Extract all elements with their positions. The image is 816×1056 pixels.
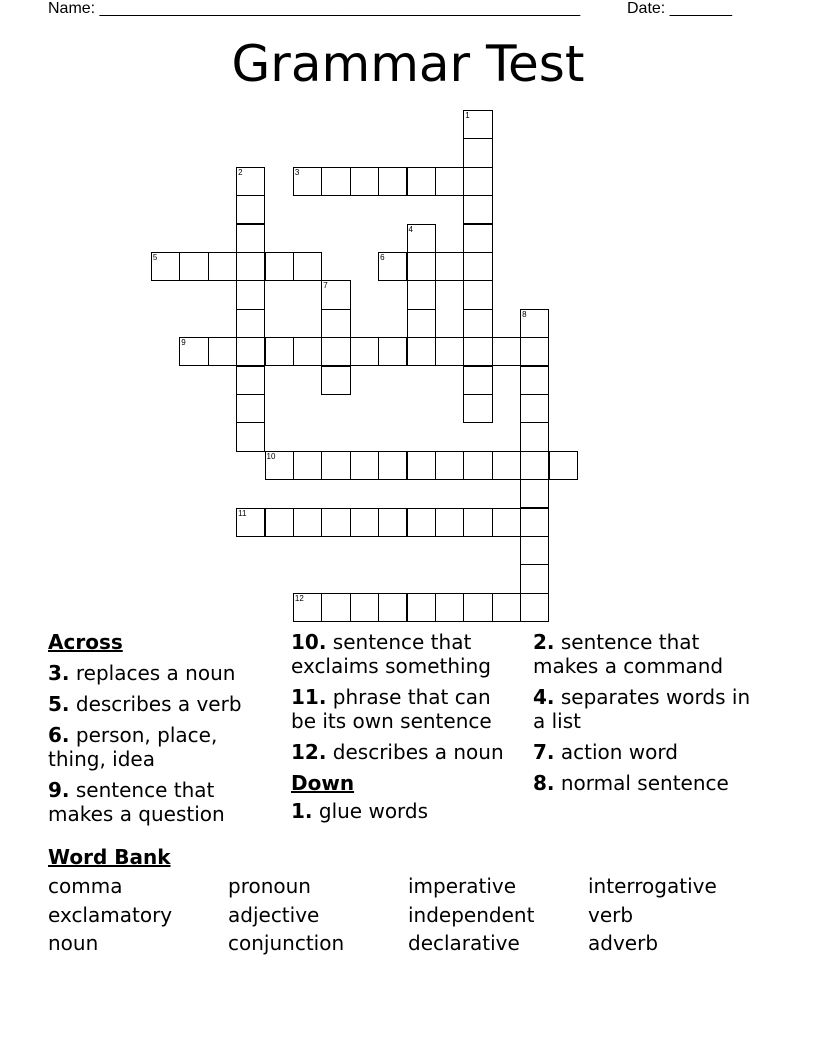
clue-down-1: 1. glue words (291, 799, 429, 823)
word-bank-item: exclamatory (48, 903, 173, 927)
crossword-cell[interactable] (236, 394, 265, 423)
crossword-cell[interactable] (463, 195, 492, 224)
crossword-cell[interactable] (463, 593, 492, 622)
crossword-cell[interactable] (236, 508, 265, 537)
crossword-cell[interactable] (435, 593, 464, 622)
clue-column-1 (48, 630, 273, 833)
crossword-cell[interactable] (463, 138, 492, 167)
crossword-cell[interactable] (208, 337, 237, 366)
clue-across-10: 10. sentence that exclaims something (291, 630, 491, 678)
crossword-cell[interactable] (236, 167, 265, 196)
crossword-cell[interactable] (321, 508, 350, 537)
clue-across-9: 9. sentence that makes a question (48, 778, 225, 826)
clue-across-11: 11. phrase that can be its own sentence (291, 685, 492, 733)
crossword-cell[interactable] (265, 337, 294, 366)
crossword-cell[interactable] (520, 508, 549, 537)
word-bank-item: verb (588, 903, 634, 927)
word-bank-item: adjective (228, 903, 320, 927)
crossword-cell[interactable] (293, 593, 322, 622)
crossword-cell[interactable] (463, 337, 492, 366)
crossword-cell[interactable] (549, 451, 578, 480)
crossword-cell[interactable] (520, 337, 549, 366)
crossword-cell[interactable] (265, 508, 294, 537)
crossword-cell[interactable] (265, 451, 294, 480)
name-field-label: Name: ______________________________________________________ (48, 0, 581, 17)
clue-down-7: 7. action word (533, 740, 678, 764)
crossword-cell[interactable] (520, 451, 549, 480)
crossword-cell[interactable] (236, 337, 265, 366)
clue-number: 11 (238, 508, 247, 518)
crossword-cell[interactable] (463, 451, 492, 480)
crossword-cell[interactable] (492, 508, 521, 537)
crossword-cell[interactable] (463, 508, 492, 537)
crossword-cell[interactable] (293, 252, 322, 281)
crossword-cell[interactable] (321, 366, 350, 395)
crossword-cell[interactable] (435, 252, 464, 281)
clue-column-3 (533, 630, 763, 802)
clue-across-3: 3. replaces a noun (48, 661, 236, 685)
crossword-cell[interactable] (463, 366, 492, 395)
crossword-cell[interactable] (463, 167, 492, 196)
word-bank-item: imperative (408, 874, 517, 898)
crossword-cell[interactable] (520, 479, 549, 508)
crossword-cell[interactable] (520, 593, 549, 622)
crossword-cell[interactable] (236, 366, 265, 395)
crossword-cell[interactable] (321, 593, 350, 622)
crossword-cell[interactable] (378, 337, 407, 366)
crossword-cell[interactable] (350, 451, 379, 480)
crossword-cell[interactable] (151, 252, 180, 281)
crossword-cell[interactable] (463, 224, 492, 253)
clue-number: 6 (380, 252, 385, 262)
crossword-cell[interactable] (463, 110, 492, 139)
word-bank-item: conjunction (228, 931, 345, 955)
crossword-cell[interactable] (321, 309, 350, 338)
word-bank-item: adverb (588, 931, 659, 955)
clue-number: 2 (238, 167, 243, 177)
crossword-cell[interactable] (407, 224, 436, 253)
clue-number: 9 (181, 338, 186, 348)
crossword-cell[interactable] (321, 280, 350, 309)
crossword-cell[interactable] (236, 422, 265, 451)
crossword-cell[interactable] (350, 508, 379, 537)
crossword-cell[interactable] (236, 224, 265, 253)
crossword-cell[interactable] (407, 252, 436, 281)
clue-number: 8 (522, 309, 527, 319)
crossword-cell[interactable] (179, 337, 208, 366)
crossword-cell[interactable] (520, 394, 549, 423)
clue-across-5: 5. describes a verb (48, 692, 242, 716)
crossword-cell[interactable] (463, 309, 492, 338)
clue-number: 1 (465, 110, 470, 120)
crossword-cell[interactable] (293, 451, 322, 480)
word-bank-item: declarative (408, 931, 520, 955)
crossword-cell[interactable] (407, 593, 436, 622)
crossword-cell[interactable] (407, 167, 436, 196)
crossword-cell[interactable] (435, 451, 464, 480)
crossword-cell[interactable] (520, 309, 549, 338)
clue-across-6: 6. person, place, thing, idea (48, 723, 218, 771)
crossword-cell[interactable] (236, 195, 265, 224)
crossword-cell[interactable] (378, 167, 407, 196)
word-bank-item: comma (48, 874, 123, 898)
clue-number: 3 (294, 167, 300, 177)
crossword-cell[interactable] (321, 337, 350, 366)
crossword-cell[interactable] (208, 252, 237, 281)
word-bank-item: independent (408, 903, 535, 927)
crossword-cell[interactable] (378, 451, 407, 480)
clue-number: 7 (323, 281, 328, 291)
crossword-cell[interactable] (293, 337, 322, 366)
crossword-cell[interactable] (321, 451, 350, 480)
clue-down-2: 2. sentence that makes a command (533, 630, 724, 678)
down-heading: Down (291, 771, 355, 795)
crossword-cell[interactable] (435, 337, 464, 366)
clue-across-12: 12. describes a noun (291, 740, 504, 764)
crossword-cell[interactable] (350, 167, 379, 196)
clue-number: 4 (408, 224, 413, 234)
crossword-cell[interactable] (463, 394, 492, 423)
clue-number: 12 (294, 593, 304, 603)
crossword-cell[interactable] (407, 280, 436, 309)
word-bank-item: noun (48, 931, 99, 955)
crossword-cell[interactable] (179, 252, 208, 281)
crossword-cell[interactable] (435, 167, 464, 196)
crossword-cell[interactable] (520, 536, 549, 565)
crossword-cell[interactable] (520, 422, 549, 451)
crossword-cell[interactable] (407, 508, 436, 537)
crossword-cell[interactable] (293, 508, 322, 537)
crossword-cell[interactable] (435, 508, 464, 537)
date-field-label: Date: _______ (627, 0, 732, 17)
crossword-cell[interactable] (378, 252, 407, 281)
crossword-cell[interactable] (407, 451, 436, 480)
clue-down-4: 4. separates words in a list (533, 685, 751, 733)
crossword-cell[interactable] (492, 451, 521, 480)
crossword-cell[interactable] (520, 564, 549, 593)
crossword-cell[interactable] (407, 337, 436, 366)
crossword-cell[interactable] (321, 167, 350, 196)
crossword-cell[interactable] (236, 252, 265, 281)
crossword-cell[interactable] (236, 280, 265, 309)
page-title: Grammar Test (231, 35, 585, 93)
crossword-cell[interactable] (492, 337, 521, 366)
crossword-cell[interactable] (350, 337, 379, 366)
clue-down-8: 8. normal sentence (533, 771, 729, 795)
crossword-cell[interactable] (492, 593, 521, 622)
across-heading: Across (48, 630, 123, 654)
clue-number: 10 (266, 451, 276, 461)
clue-number: 5 (152, 252, 158, 262)
crossword-cell[interactable] (378, 593, 407, 622)
crossword-cell[interactable] (520, 366, 549, 395)
crossword-cell[interactable] (236, 309, 265, 338)
crossword-cell[interactable] (265, 252, 294, 281)
word-bank-item: interrogative (588, 874, 717, 898)
clue-column-2 (291, 630, 521, 830)
crossword-cell[interactable] (378, 508, 407, 537)
word-bank-heading: Word Bank (48, 845, 171, 869)
word-bank-item: pronoun (228, 874, 311, 898)
crossword-cell[interactable] (407, 309, 436, 338)
crossword-cell[interactable] (293, 167, 322, 196)
crossword-cell[interactable] (463, 280, 492, 309)
crossword-cell[interactable] (350, 593, 379, 622)
crossword-cell[interactable] (463, 252, 492, 281)
